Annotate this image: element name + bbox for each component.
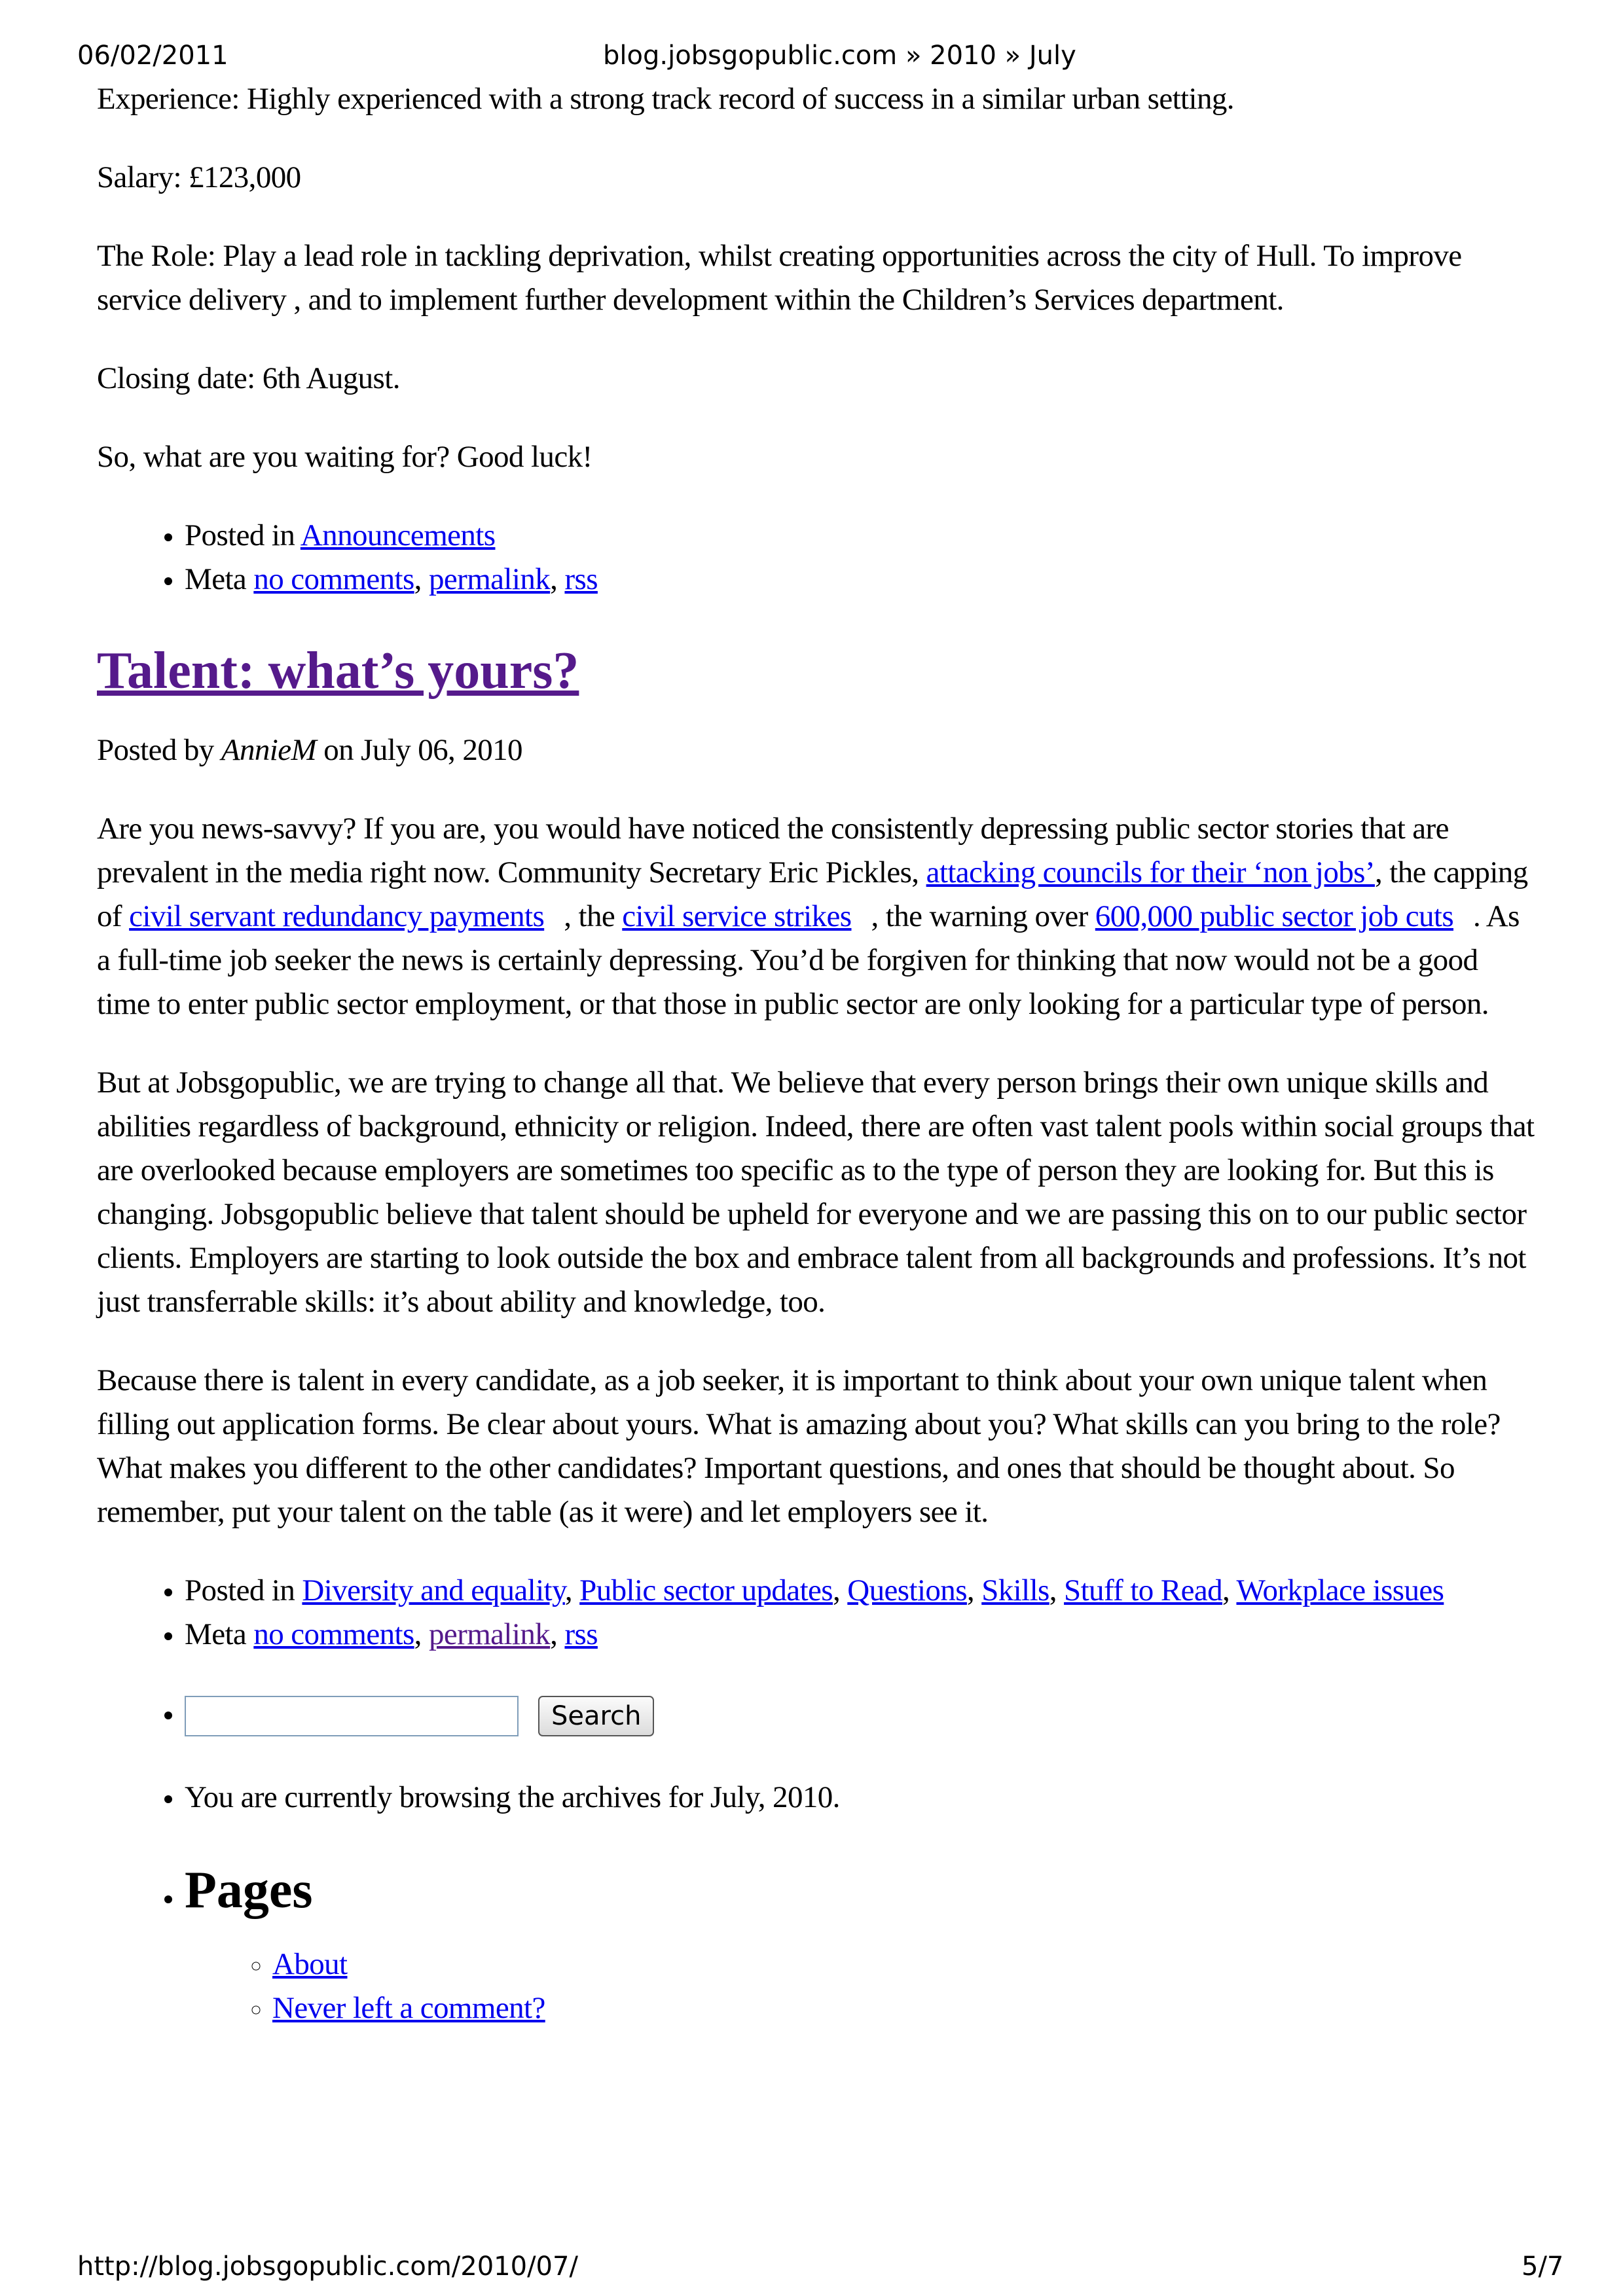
blog-content	[97, 77, 1537, 2065]
pages-widget	[185, 1860, 1537, 2030]
rss-link[interactable]: rss	[564, 562, 598, 596]
rss-link[interactable]: rss	[564, 1617, 598, 1651]
meta-label: Meta	[185, 1617, 247, 1651]
print-header-date: 06/02/2011	[77, 41, 228, 71]
posted-by-label: Posted by	[97, 733, 214, 767]
post-text: Are you news-savvy? If you are, you would have noticed the consistently depressing public sector stories that are prevalent in the media right now. Community Secretary Eric Pickles,	[97, 812, 1449, 889]
category-link[interactable]: Questions	[847, 1573, 967, 1607]
page-link-never-left-comment[interactable]: Never left a comment?	[272, 1991, 545, 2025]
link-civil-service-strikes[interactable]: civil service strikes	[622, 899, 852, 933]
print-footer-url: http://blog.jobsgopublic.com/2010/07/	[77, 2251, 578, 2282]
prev-post-signoff: So, what are you waiting for? Good luck!	[97, 440, 593, 474]
prev-post-meta: • Meta no comments, permalink, rss	[185, 558, 1537, 601]
category-link[interactable]: Workplace issues	[1236, 1573, 1444, 1607]
post-meta: • Meta no comments, permalink, rss	[185, 1613, 1537, 1657]
search-button[interactable]: • Search	[538, 1696, 654, 1736]
post-text: , the warning over	[871, 899, 1095, 933]
prev-post-meta-list	[97, 514, 1537, 601]
sidebar	[97, 1691, 1537, 2030]
link-redundancy-payments[interactable]: civil servant redundancy payments	[129, 899, 545, 933]
prev-post-role: The Role: Play a lead role in tackling deprivation, whilst creating opportunities across the city of Hull. To improve service delivery , and to implement further development within the Children’s Services department.	[97, 239, 1462, 317]
archive-browsing-note: • You are currently browsing the archives for July, 2010.	[185, 1776, 1537, 1820]
post-meta-list	[97, 1569, 1537, 1657]
link-job-cuts[interactable]: 600,000 public sector job cuts	[1095, 899, 1454, 933]
posted-in-label: Posted in	[185, 1573, 295, 1607]
prev-post-closing-date: Closing date: 6th August.	[97, 361, 400, 395]
post-text: , the	[564, 899, 623, 933]
comments-link[interactable]: no comments	[253, 1617, 414, 1651]
pages-list	[185, 1943, 1537, 2030]
meta-label: Meta	[185, 562, 247, 596]
posted-in-label: Posted in	[185, 518, 295, 552]
post-paragraph-3: Because there is talent in every candidate, as a job seeker, it is important to think about your own unique talent when filling out application forms. Be clear about yours. What is amazing about you? What skills can you bring to the role? What makes you different to the other candidates? Important questions, and ones that should be thought about. So remember, put your talent on the table (as it were) and let employers see it.	[97, 1363, 1501, 1529]
search-form	[185, 1691, 1537, 1741]
post-title	[97, 639, 1537, 702]
print-header-location: blog.jobsgopublic.com » 2010 » July	[603, 41, 1076, 71]
post-categories: • Posted in Diversity and equality, Public sector updates, Questions, Skills, Stuff to Read, Workplace issues	[185, 1569, 1537, 1613]
comments-link[interactable]: no comments	[253, 562, 414, 596]
search-input[interactable]	[185, 1696, 519, 1736]
post-paragraph-2: But at Jobsgopublic, we are trying to change all that. We believe that every person brings their own unique skills and abilities regardless of background, ethnicity or religion. Indeed, there are often vast talent pools within social groups that are overlooked because employers are sometimes too specific as to the type of person they are looking for. But this is changing. Jobsgopublic believe that talent should be upheld for everyone and we are passing this on to our public sector clients. Employers are starting to look outside the box and embrace talent from all backgrounds and professions. It’s not just transferrable skills: it’s about ability and knowledge, too.	[97, 1066, 1535, 1319]
category-link[interactable]: Skills	[981, 1573, 1049, 1607]
category-link[interactable]: Public sector updates	[579, 1573, 833, 1607]
permalink-link[interactable]: permalink	[428, 562, 551, 596]
post-date: on July 06, 2010	[323, 733, 522, 767]
post-byline	[97, 728, 1537, 772]
search-widget	[185, 1691, 1537, 1741]
category-link[interactable]: Diversity and equality	[302, 1573, 565, 1607]
category-link[interactable]: Stuff to Read	[1064, 1573, 1223, 1607]
prev-post-categories	[185, 514, 1537, 558]
pages-item-about	[272, 1943, 1537, 1986]
prev-post-salary: Salary: £123,000	[97, 160, 301, 194]
page-link-about[interactable]: About	[272, 1947, 348, 1981]
pages-item-never-left-comment	[272, 1986, 1537, 2030]
post-text: . As a full-time job seeker the news is certainly depressing. You’d be forgiven for thinking that now would not be a good time to enter public sector employment, or that those in public sector are only looking for a particular type of person.	[97, 899, 1520, 1021]
post-title-link[interactable]: Talent: what’s yours?	[97, 642, 579, 700]
prev-post-experience: Experience: Highly experienced with a strong track record of success in a similar urban setting.	[97, 82, 1234, 116]
post-author: AnnieM	[221, 733, 317, 767]
permalink-link[interactable]: permalink	[428, 1617, 551, 1651]
category-link[interactable]: Announcements	[300, 518, 496, 552]
link-attacking-councils[interactable]: attacking councils for their ‘non jobs’	[926, 855, 1375, 889]
post-paragraph-1	[97, 807, 1537, 1026]
print-footer-page-number: 5/7	[1522, 2251, 1564, 2282]
post-text: , the capping of	[97, 855, 1528, 933]
pages-heading: • Pages	[185, 1861, 313, 1919]
